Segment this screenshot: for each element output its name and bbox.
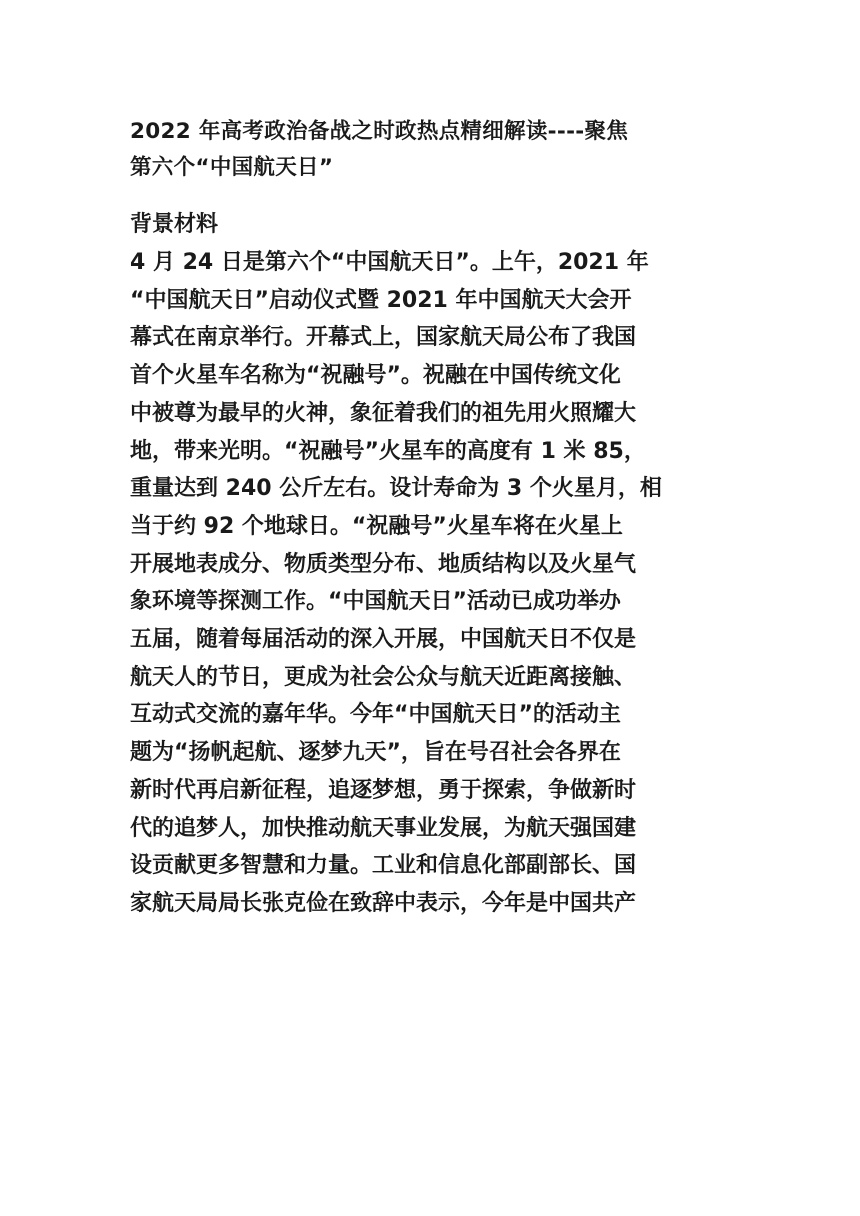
- body-line: 中被尊为最早的火神，象征着我们的祖先用火照耀大: [130, 400, 637, 426]
- body-line: 设贡献更多智慧和力量。工业和信息化部副部长、国: [130, 853, 637, 879]
- title-line: 第六个“中国航天日”: [130, 155, 334, 180]
- body-line: 互动式交流的嘉年华。今年“中国航天日”的活动主: [130, 702, 621, 728]
- body-line: 开展地表成分、物质类型分布、地质结构以及火星气: [130, 551, 637, 577]
- body-line: 地，带来光明。“祝融号”火星车的高度有 1 米 85，: [130, 438, 646, 464]
- body-line: “中国航天日”启动仪式暨 2021 年中国航天大会开: [130, 287, 632, 313]
- body-line: 重量达到 240 公斤左右。设计寿命为 3 个火星月，相: [130, 476, 662, 502]
- body-line: 题为“扬帆起航、逐梦九天”，旨在号召社会各界在: [130, 740, 621, 766]
- section-heading: 背景材料: [130, 212, 219, 237]
- body-line: 幕式在南京举行。开幕式上，国家航天局公布了我国: [130, 325, 637, 351]
- body-line: 航天人的节日，更成为社会公众与航天近距离接触、: [130, 664, 637, 690]
- document-content: [130, 114, 734, 923]
- body-line: 代的追梦人，加快推动航天事业发展，为航天强国建: [130, 815, 637, 841]
- body-line: 首个火星车名称为“祝融号”。祝融在中国传统文化: [130, 363, 621, 389]
- body-line: 新时代再启新征程，追逐梦想，勇于探索，争做新时: [130, 777, 637, 803]
- body-line: 家航天局局长张克俭在致辞中表示，今年是中国共产: [130, 890, 637, 916]
- title-line: 2022 年高考政治备战之时政热点精细解读----聚焦: [130, 119, 629, 144]
- body-line: 五届，随着每届活动的深入开展，中国航天日不仅是: [130, 627, 637, 653]
- document-title: [130, 114, 734, 186]
- body-line: 4 月 24 日是第六个“中国航天日”。上午，2021 年: [130, 250, 649, 275]
- body-paragraph: [130, 244, 734, 923]
- body-line: 象环境等探测工作。“中国航天日”活动已成功举办: [130, 589, 621, 615]
- body-line: 当于约 92 个地球日。“祝融号”火星车将在火星上: [130, 513, 623, 539]
